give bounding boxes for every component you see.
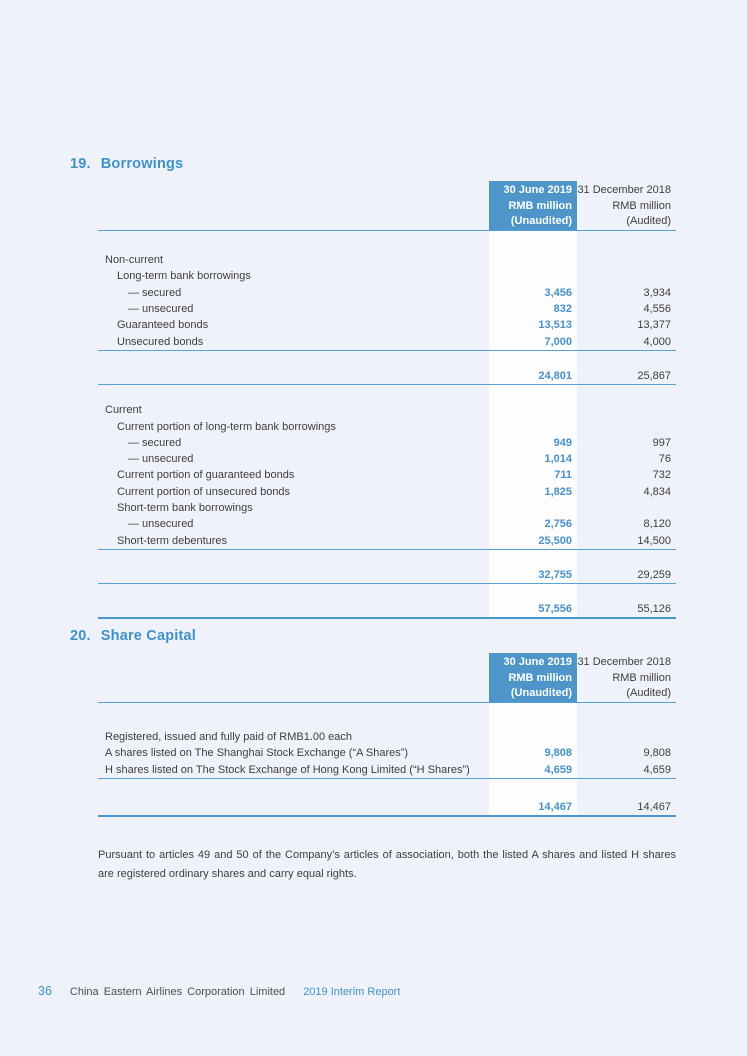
table-row (98, 601, 676, 617)
table-row (98, 484, 676, 500)
value-prior-period: 997 (652, 436, 671, 449)
row-label: Current (105, 404, 142, 417)
header-line: (Audited) (626, 215, 671, 228)
column-header-prior-period (577, 653, 676, 702)
spacer-row (98, 231, 676, 252)
value-prior-period: 732 (652, 469, 671, 482)
row-label: Unsecured bonds (117, 335, 204, 348)
header-line: 30 June 2019 (503, 184, 572, 196)
table-row (98, 567, 676, 583)
value-current-period: 1,014 (544, 453, 572, 466)
table-row-label (98, 252, 676, 268)
value-current-period: 2,756 (544, 518, 572, 531)
header-line: RMB million (508, 671, 572, 684)
row-label: — secured (128, 286, 182, 299)
column-header-current-period (489, 653, 577, 702)
row-label: Current portion of long-term bank borrowings (117, 420, 336, 433)
row-label: — secured (128, 436, 182, 449)
column-header-prior-period (577, 181, 676, 230)
value-current-period: 13,513 (538, 319, 572, 332)
value-prior-period: 4,556 (643, 303, 671, 316)
header-line: RMB million (612, 199, 671, 212)
table-row (98, 301, 676, 317)
header-line: RMB million (612, 671, 671, 684)
table-row (98, 333, 676, 349)
row-label: Non-current (105, 254, 164, 267)
table-row (98, 451, 676, 467)
row-label: A shares listed on The Shanghai Stock Exchange (“A Shares”) (105, 747, 409, 760)
table-row-label (98, 500, 676, 516)
row-label: H shares listed on The Stock Exchange of Hong Kong Limited (“H Shares”) (105, 763, 470, 776)
table-row (98, 532, 676, 548)
row-label: Guaranteed bonds (117, 319, 209, 332)
report-section (70, 156, 676, 621)
value-current-period: 1,825 (544, 485, 572, 498)
table-row (98, 435, 676, 451)
spacer-row (98, 703, 676, 729)
header-line: (Unaudited) (510, 215, 572, 228)
row-label: Long-term bank borrowings (117, 270, 251, 283)
value-current-period: 25,500 (538, 534, 572, 547)
header-line: 30 June 2019 (503, 656, 572, 668)
table-row-label (98, 729, 676, 745)
value-prior-period: 29,259 (637, 568, 671, 581)
row-label: Short-term bank borrowings (117, 502, 253, 514)
section-heading (70, 628, 676, 644)
value-prior-period: 4,834 (643, 485, 671, 498)
table-row (98, 745, 676, 761)
row-label: — unsecured (128, 453, 194, 466)
header-line: (Audited) (626, 687, 671, 700)
section-note: Pursuant to articles 49 and 50 of the Company’s articles of association, both the listed A shares and listed H shares are registered ordinary shares and carry equal rights. (98, 849, 676, 881)
row-label: Current portion of unsecured bonds (117, 485, 291, 498)
table-row (98, 762, 676, 778)
section-number: 20. (70, 628, 91, 644)
total-rule (98, 617, 676, 621)
value-current-period: 949 (553, 436, 572, 449)
spacer-row (98, 585, 676, 601)
header-line: RMB million (508, 199, 572, 212)
table-row (98, 799, 676, 815)
table-row-label (98, 268, 676, 284)
value-prior-period: 9,808 (643, 747, 671, 760)
table-header (98, 181, 676, 231)
section-title: Share Capital (100, 628, 197, 644)
value-current-period: 711 (554, 469, 572, 482)
spacer-row (98, 551, 676, 567)
header-line: 31 December 2018 (577, 656, 671, 668)
value-current-period: 32,755 (538, 568, 572, 581)
value-prior-period: 4,659 (643, 763, 671, 776)
value-prior-period: 25,867 (637, 369, 671, 382)
footer-company-name: China Eastern Airlines Corporation Limited (69, 986, 286, 998)
value-current-period: 57,556 (538, 603, 572, 616)
table-row-label (98, 402, 676, 418)
value-prior-period: 8,120 (643, 518, 671, 531)
value-current-period: 24,801 (538, 369, 572, 382)
table-row (98, 368, 676, 384)
table-header (98, 653, 676, 703)
row-label: — unsecured (128, 518, 194, 531)
row-label: Registered, issued and fully paid of RMB1.00 each (105, 731, 353, 744)
spacer-row (98, 780, 676, 799)
section-title: Borrowings (100, 156, 184, 172)
report-section (70, 628, 676, 884)
financial-table (98, 181, 676, 621)
page-number: 36 (38, 984, 52, 998)
value-current-period: 3,456 (544, 286, 572, 299)
row-label: — unsecured (128, 303, 194, 316)
table-row (98, 516, 676, 532)
value-current-period: 832 (553, 303, 572, 316)
total-rule (98, 815, 676, 819)
spacer-row (98, 386, 676, 402)
value-prior-period: 13,377 (637, 319, 671, 332)
row-label: Current portion of guaranteed bonds (117, 469, 295, 482)
value-prior-period: 55,126 (637, 603, 671, 616)
value-prior-period: 76 (658, 453, 671, 466)
table-row (98, 317, 676, 333)
table-row-label (98, 418, 676, 434)
financial-table (98, 653, 676, 819)
value-current-period: 4,659 (544, 763, 572, 776)
value-current-period: 7,000 (544, 335, 572, 348)
column-header-current-period (489, 181, 577, 230)
table-row (98, 467, 676, 483)
section-number: 19. (70, 156, 91, 172)
header-line: (Unaudited) (510, 687, 572, 700)
page-footer (38, 984, 400, 998)
value-prior-period: 3,934 (643, 286, 671, 299)
value-current-period: 14,467 (538, 801, 572, 814)
section-heading (70, 156, 676, 172)
table-row (98, 285, 676, 301)
table-body (98, 703, 676, 819)
value-prior-period: 4,000 (643, 335, 671, 348)
spacer-row (98, 352, 676, 368)
value-current-period: 9,808 (544, 747, 572, 760)
footer-report-title: 2019 Interim Report (303, 986, 401, 998)
row-label: Short-term debentures (117, 534, 228, 547)
value-prior-period: 14,467 (637, 801, 671, 814)
header-line: 31 December 2018 (577, 184, 671, 196)
table-body (98, 231, 676, 621)
value-prior-period: 14,500 (637, 534, 671, 547)
